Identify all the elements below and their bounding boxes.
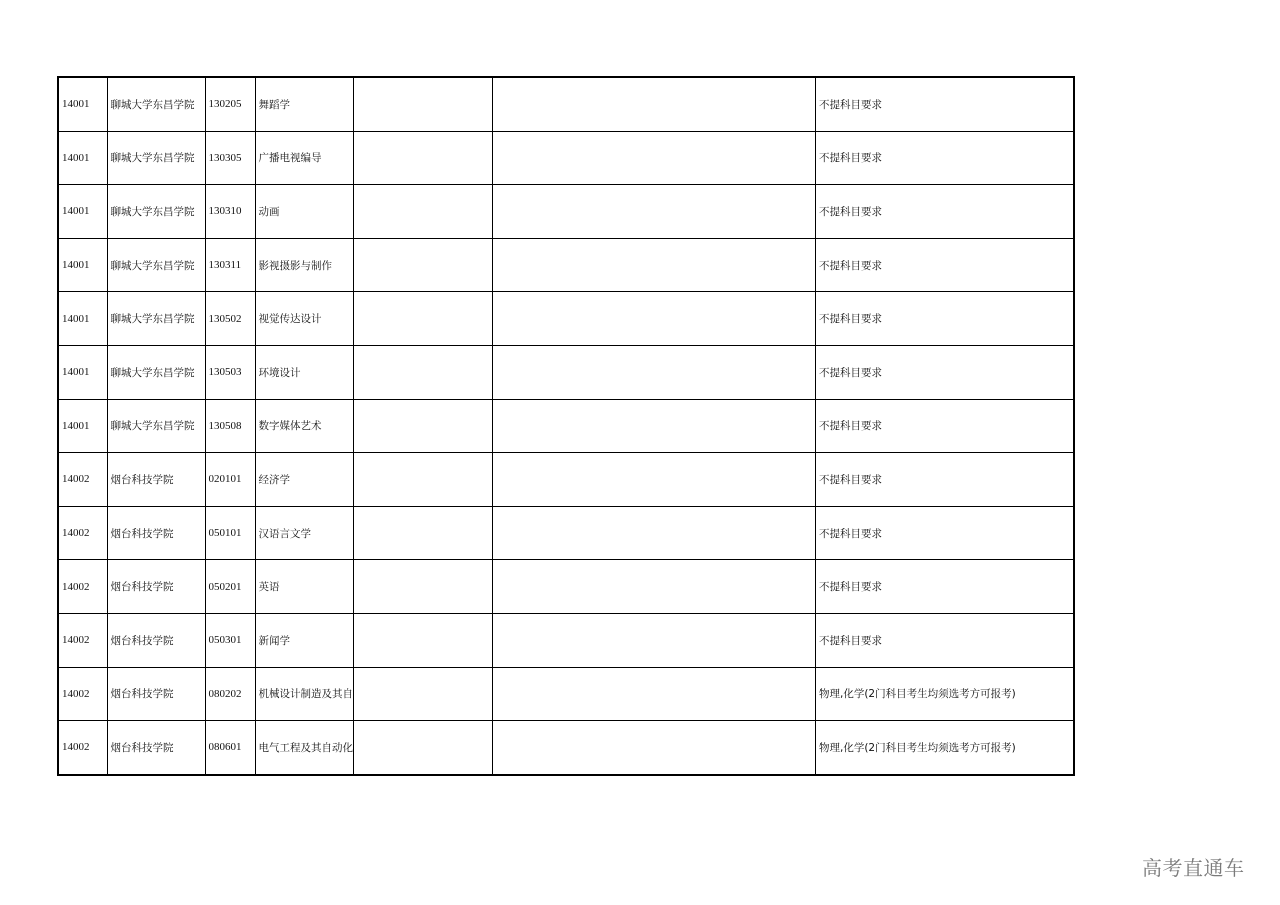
table-body bbox=[58, 77, 1074, 775]
institution-code-cell: 14001 bbox=[58, 399, 107, 453]
major-code-cell: 050101 bbox=[205, 506, 255, 560]
empty-cell bbox=[493, 238, 816, 292]
institution-name-cell: 聊城大学东昌学院 bbox=[107, 238, 205, 292]
major-name-cell: 汉语言文学 bbox=[255, 506, 354, 560]
institution-code-cell: 14002 bbox=[58, 560, 107, 614]
institution-name-cell: 聊城大学东昌学院 bbox=[107, 185, 205, 239]
major-name-cell: 动画 bbox=[255, 185, 354, 239]
empty-cell bbox=[493, 399, 816, 453]
empty-cell bbox=[493, 345, 816, 399]
empty-cell bbox=[493, 667, 816, 721]
major-name-cell: 经济学 bbox=[255, 453, 354, 507]
empty-cell bbox=[493, 453, 816, 507]
table-row bbox=[58, 667, 1074, 721]
major-code-cell: 020101 bbox=[205, 453, 255, 507]
major-name-cell: 机械设计制造及其自 bbox=[255, 667, 354, 721]
subject-requirement-cell: 物理,化学(2门科目考生均须选考方可报考) bbox=[816, 667, 1074, 721]
major-name-cell: 环境设计 bbox=[255, 345, 354, 399]
institution-code-cell: 14001 bbox=[58, 238, 107, 292]
empty-cell bbox=[493, 292, 816, 346]
table-row bbox=[58, 453, 1074, 507]
institution-name-cell: 聊城大学东昌学院 bbox=[107, 77, 205, 131]
empty-cell bbox=[354, 667, 493, 721]
table-row bbox=[58, 185, 1074, 239]
empty-cell bbox=[493, 131, 816, 185]
empty-cell bbox=[354, 613, 493, 667]
subject-requirement-cell: 不提科目要求 bbox=[816, 185, 1074, 239]
institution-code-cell: 14001 bbox=[58, 185, 107, 239]
empty-cell bbox=[493, 77, 816, 131]
institution-code-cell: 14002 bbox=[58, 613, 107, 667]
subject-requirement-cell: 不提科目要求 bbox=[816, 238, 1074, 292]
institution-code-cell: 14002 bbox=[58, 667, 107, 721]
table-row bbox=[58, 292, 1074, 346]
empty-cell bbox=[354, 453, 493, 507]
major-code-cell: 050301 bbox=[205, 613, 255, 667]
institution-code-cell: 14001 bbox=[58, 131, 107, 185]
major-code-cell: 080202 bbox=[205, 667, 255, 721]
institution-name-cell: 聊城大学东昌学院 bbox=[107, 399, 205, 453]
major-name-cell: 广播电视编导 bbox=[255, 131, 354, 185]
table-row bbox=[58, 721, 1074, 775]
major-code-cell: 050201 bbox=[205, 560, 255, 614]
institution-code-cell: 14001 bbox=[58, 77, 107, 131]
subject-requirement-cell: 不提科目要求 bbox=[816, 345, 1074, 399]
watermark: 高考直通车 bbox=[1142, 856, 1245, 880]
subject-requirement-cell: 物理,化学(2门科目考生均须选考方可报考) bbox=[816, 721, 1074, 775]
table-row bbox=[58, 560, 1074, 614]
institution-code-cell: 14002 bbox=[58, 721, 107, 775]
major-code-cell: 130310 bbox=[205, 185, 255, 239]
subject-requirement-cell: 不提科目要求 bbox=[816, 292, 1074, 346]
empty-cell bbox=[354, 506, 493, 560]
empty-cell bbox=[493, 721, 816, 775]
major-name-cell: 新闻学 bbox=[255, 613, 354, 667]
subject-requirement-cell: 不提科目要求 bbox=[816, 560, 1074, 614]
empty-cell bbox=[354, 345, 493, 399]
institution-name-cell: 烟台科技学院 bbox=[107, 453, 205, 507]
empty-cell bbox=[493, 613, 816, 667]
empty-cell bbox=[354, 292, 493, 346]
requirements-table bbox=[57, 76, 1075, 776]
empty-cell bbox=[493, 560, 816, 614]
institution-name-cell: 烟台科技学院 bbox=[107, 721, 205, 775]
institution-name-cell: 烟台科技学院 bbox=[107, 506, 205, 560]
empty-cell bbox=[354, 399, 493, 453]
empty-cell bbox=[493, 185, 816, 239]
institution-code-cell: 14001 bbox=[58, 292, 107, 346]
major-code-cell: 130205 bbox=[205, 77, 255, 131]
table-row bbox=[58, 506, 1074, 560]
subject-requirement-cell: 不提科目要求 bbox=[816, 399, 1074, 453]
major-code-cell: 130305 bbox=[205, 131, 255, 185]
subject-requirement-cell: 不提科目要求 bbox=[816, 453, 1074, 507]
major-name-cell: 视觉传达设计 bbox=[255, 292, 354, 346]
subject-requirement-cell: 不提科目要求 bbox=[816, 131, 1074, 185]
major-code-cell: 130508 bbox=[205, 399, 255, 453]
empty-cell bbox=[354, 131, 493, 185]
institution-name-cell: 烟台科技学院 bbox=[107, 667, 205, 721]
subject-requirement-cell: 不提科目要求 bbox=[816, 77, 1074, 131]
institution-name-cell: 聊城大学东昌学院 bbox=[107, 345, 205, 399]
major-code-cell: 130311 bbox=[205, 238, 255, 292]
table-row bbox=[58, 77, 1074, 131]
empty-cell bbox=[354, 560, 493, 614]
table-row bbox=[58, 613, 1074, 667]
institution-name-cell: 聊城大学东昌学院 bbox=[107, 292, 205, 346]
empty-cell bbox=[354, 185, 493, 239]
empty-cell bbox=[493, 506, 816, 560]
empty-cell bbox=[354, 721, 493, 775]
empty-cell bbox=[354, 77, 493, 131]
institution-code-cell: 14001 bbox=[58, 345, 107, 399]
major-name-cell: 电气工程及其自动化 bbox=[255, 721, 354, 775]
institution-code-cell: 14002 bbox=[58, 506, 107, 560]
institution-name-cell: 烟台科技学院 bbox=[107, 560, 205, 614]
table-row bbox=[58, 345, 1074, 399]
institution-name-cell: 烟台科技学院 bbox=[107, 613, 205, 667]
empty-cell bbox=[354, 238, 493, 292]
major-code-cell: 080601 bbox=[205, 721, 255, 775]
table-row bbox=[58, 131, 1074, 185]
institution-name-cell: 聊城大学东昌学院 bbox=[107, 131, 205, 185]
major-name-cell: 影视摄影与制作 bbox=[255, 238, 354, 292]
institution-code-cell: 14002 bbox=[58, 453, 107, 507]
major-name-cell: 英语 bbox=[255, 560, 354, 614]
table-row bbox=[58, 238, 1074, 292]
major-name-cell: 数字媒体艺术 bbox=[255, 399, 354, 453]
subject-requirement-cell: 不提科目要求 bbox=[816, 613, 1074, 667]
major-code-cell: 130503 bbox=[205, 345, 255, 399]
major-code-cell: 130502 bbox=[205, 292, 255, 346]
table-row bbox=[58, 399, 1074, 453]
subject-requirement-cell: 不提科目要求 bbox=[816, 506, 1074, 560]
major-name-cell: 舞蹈学 bbox=[255, 77, 354, 131]
